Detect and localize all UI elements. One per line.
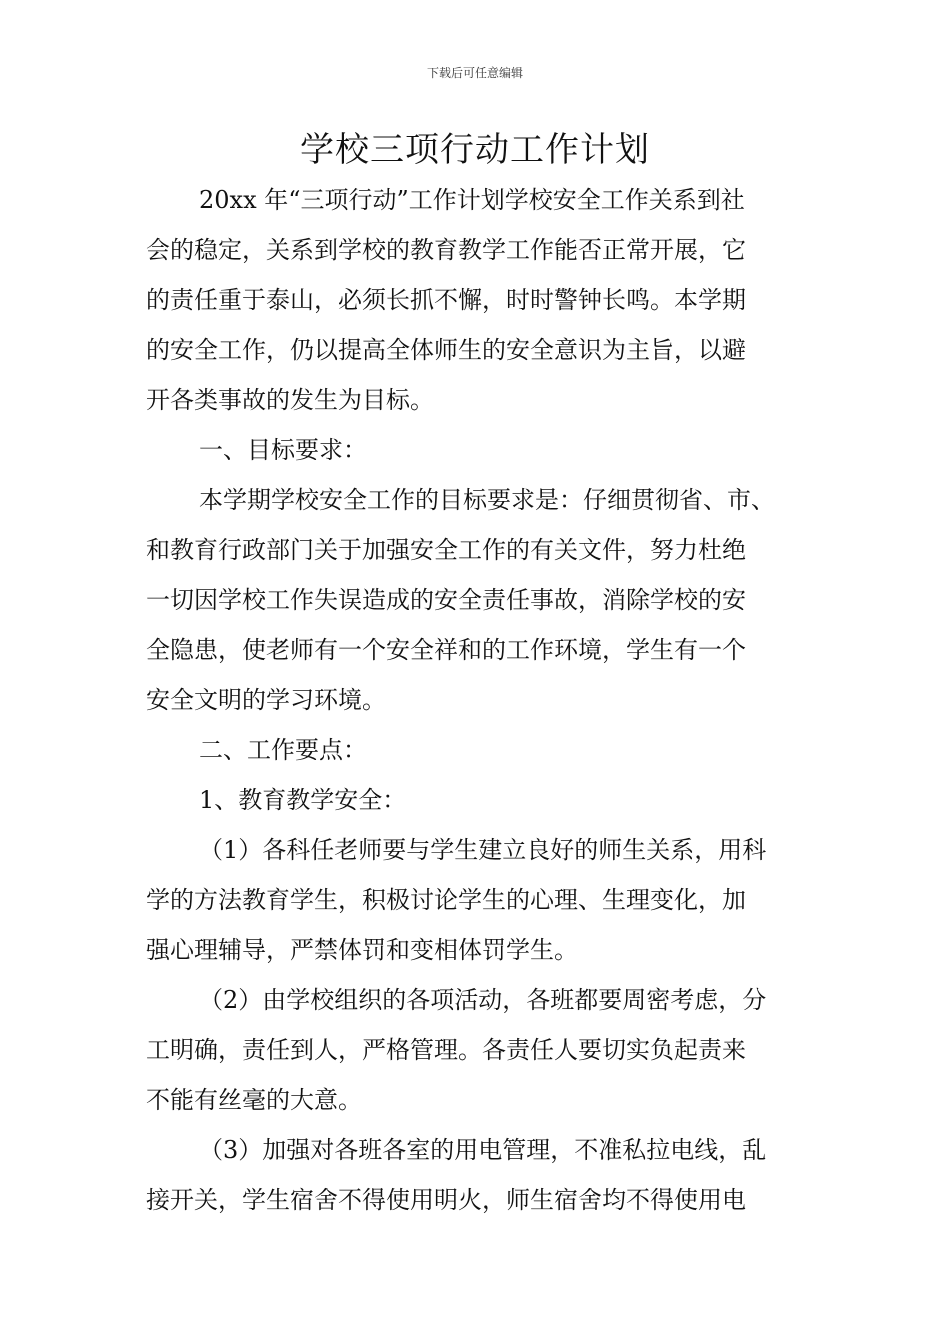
paragraph-intro-line-4: 的安全工作，仍以提高全体师生的安全意识为主旨，以避 — [146, 336, 746, 364]
paragraph-goals-line-5: 安全文明的学习环境。 — [146, 686, 386, 714]
header-note: 下载后可任意编辑 — [426, 66, 523, 80]
paragraph-goals-line-4: 全隐患，使老师有一个安全祥和的工作环境，学生有一个 — [146, 636, 746, 664]
paragraph-intro-line-1: 20xx 年“三项行动”工作计划学校安全工作关系到社 — [199, 186, 745, 214]
item-1-line-3: 强心理辅导，严禁体罚和变相体罚学生。 — [146, 936, 578, 964]
item-2-line-1: （2）由学校组织的各项活动，各班都要周密考虑，分 — [199, 986, 767, 1014]
paragraph-intro-line-2: 会的稳定，关系到学校的教育教学工作能否正常开展，它 — [146, 236, 746, 264]
item-2-line-3: 不能有丝毫的大意。 — [146, 1086, 362, 1114]
document-title: 学校三项行动工作计划 — [300, 130, 650, 170]
paragraph-goals-line-2: 和教育行政部门关于加强安全工作的有关文件，努力杜绝 — [146, 536, 746, 564]
paragraph-intro-line-3: 的责任重于泰山，必须长抓不懈，时时警钟长鸣。本学期 — [146, 286, 746, 314]
subsection-heading-teaching-safety: 1、教育教学安全： — [199, 786, 407, 814]
section-heading-key-points: 二、工作要点： — [199, 736, 367, 764]
item-2-line-2: 工明确，责任到人，严格管理。各责任人要切实负起责来 — [146, 1036, 746, 1064]
paragraph-goals-line-3: 一切因学校工作失误造成的安全责任事故，消除学校的安 — [146, 586, 746, 614]
item-3-line-2: 接开关，学生宿舍不得使用明火，师生宿舍均不得使用电 — [146, 1186, 746, 1214]
paragraph-intro-line-5: 开各类事故的发生为目标。 — [146, 386, 434, 414]
item-3-line-1: （3）加强对各班各室的用电管理，不准私拉电线，乱 — [199, 1136, 767, 1164]
paragraph-goals-line-1: 本学期学校安全工作的目标要求是：仔细贯彻省、市、 — [199, 486, 775, 514]
section-heading-goals: 一、目标要求： — [199, 436, 367, 464]
item-1-line-2: 学的方法教育学生，积极讨论学生的心理、生理变化，加 — [146, 886, 746, 914]
item-1-line-1: （1）各科任老师要与学生建立良好的师生关系，用科 — [199, 836, 767, 864]
